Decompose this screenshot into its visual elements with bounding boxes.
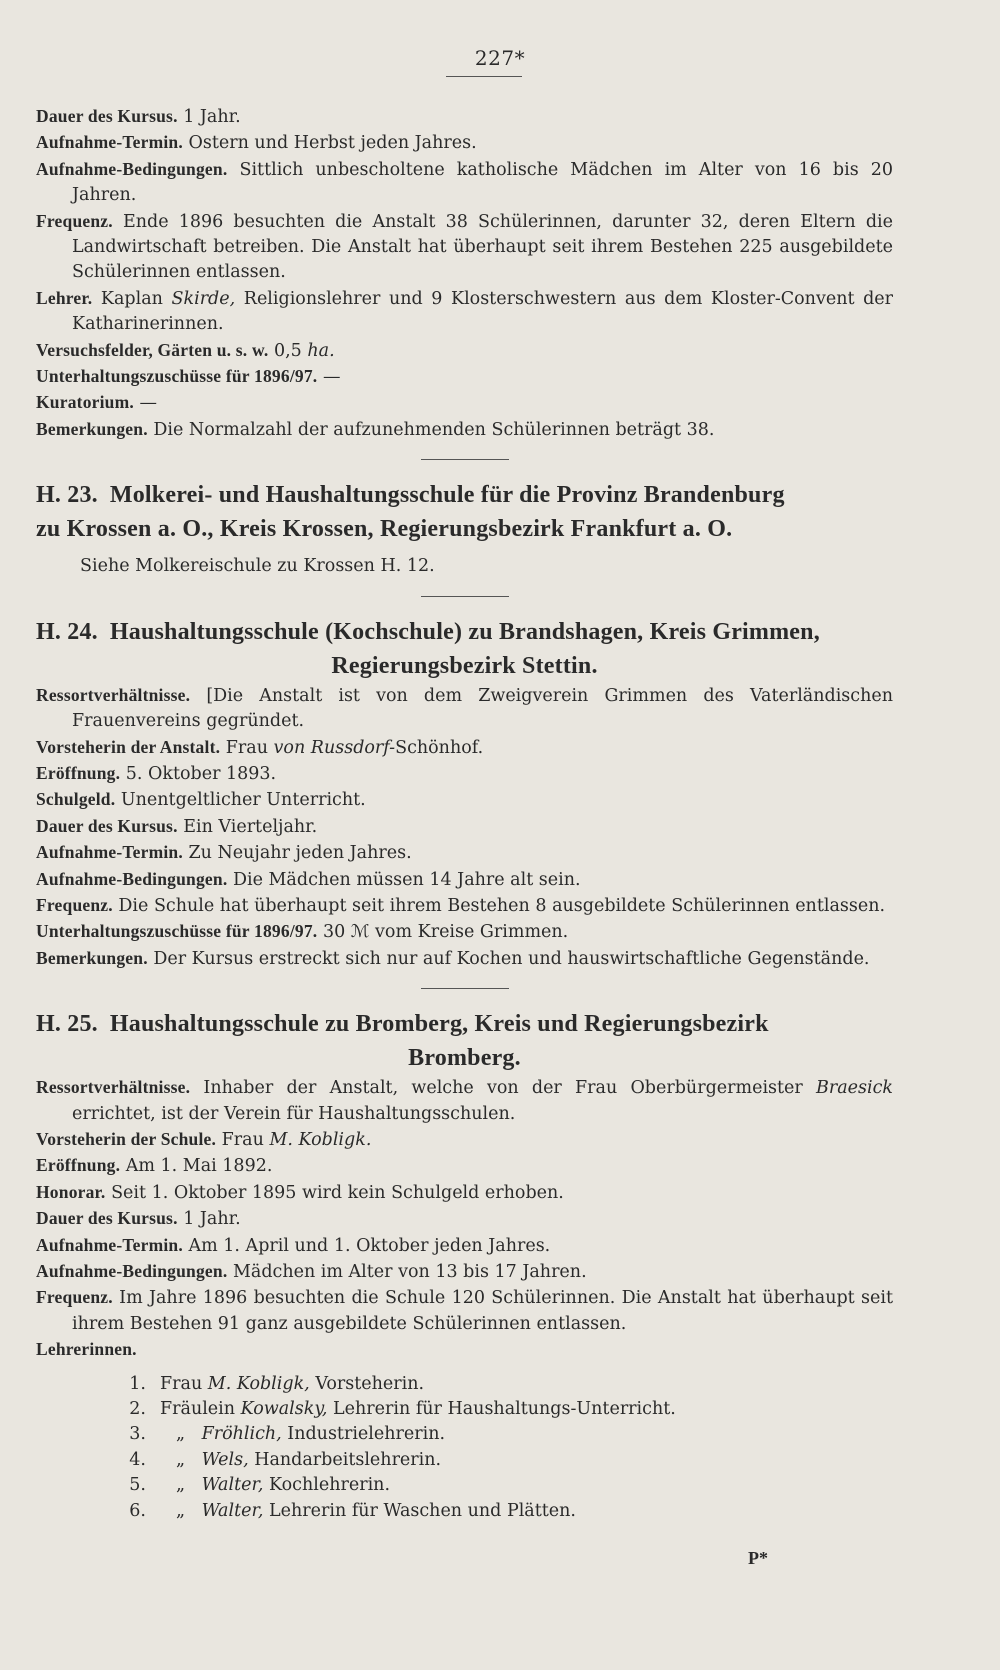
page-number: 227* [474,46,526,70]
h24-entry-dauer: Dauer des Kursus. Ein Vierteljahr. [36,815,318,837]
section-heading-h24-line2: Regierungsbezirk Stettin. [331,652,598,679]
h25-entry-ressort: Ressortverhältnisse. Inhaber der Anstalt, welche von der Frau Oberbürgermeister Braesick errichtet, ist der Verein für Haushaltungsschulen. [36,1077,893,1124]
h25-entry-aufnahme-bedingungen: Aufnahme-Bedingungen. Mädchen im Alter von 13 bis 17 Jahren. [36,1261,587,1282]
h24-entry-aufnahme-termin: Aufnahme-Termin. Zu Neujahr jeden Jahres. [36,842,412,864]
entry-dauer: Dauer des Kursus. 1 Jahr. [36,106,241,127]
entry-bemerkungen: Bemerkungen. Die Normalzahl der aufzunehmenden Schülerinnen beträgt 38. [36,418,715,440]
section-heading-h25: H. 25. Haushaltungsschule zu Bromberg, Kreis und Regierungsbezirk [36,1011,769,1038]
h24-entry-frequenz: Frequenz. Die Schule hat überhaupt seit ihrem Bestehen 8 ausgebildete Schülerinnen entlassen. [36,894,886,916]
h24-entry-ressort: Ressortverhältnisse. [Die Anstalt ist von dem Zweigverein Grimmen des Vaterländischen Frauenvereins gegründet. [36,684,893,732]
h24-entry-zuschuesse: Unterhaltungszuschüsse für 1896/97. 30 ℳ vom Kreise Grimmen. [36,921,569,943]
h25-entry-honorar: Honorar. Seit 1. Oktober 1895 wird kein Schulgeld erhoben. [36,1181,564,1203]
list-item: 1. Frau M. Kobligk, Vorsteherin. [129,1373,425,1394]
h25-entry-frequenz: Frequenz. Im Jahre 1896 besuchten die Schule 120 Schülerinnen. Die Anstalt hat überhaupt seit ihrem Bestehen 91 ganz ausgebildete Schülerinnen entlassen. [36,1287,893,1334]
entry-frequenz: Frequenz. Ende 1896 besuchten die Anstalt 38 Schülerinnen, darunter 32, deren Eltern die Landwirtschaft betreiben. Die Anstalt hat überhaupt seit ihrem Bestehen 225 ausgebildete Schülerinnen entlassen. [36,210,893,283]
entry-lehrer: Lehrer. Kaplan Skirde, Religionslehrer und 9 Klosterschwestern aus dem Kloster-Convent der Katharinerinnen. [36,287,893,335]
h24-entry-schulgeld: Schulgeld. Unentgeltlicher Unterricht. [36,789,366,811]
section-heading-h24: H. 24. Haushaltungsschule (Kochschule) zu Brandshagen, Kreis Grimmen, [36,618,820,645]
page-content [36,104,893,1524]
h25-entry-lehrerinnen: Lehrerinnen. [36,1339,137,1360]
section-divider [421,459,509,460]
list-item: 2. Fräulein Kowalsky, Lehrerin für Haushaltungs-Unterricht. [129,1399,676,1420]
page-number-rule [446,76,522,77]
h25-entry-vorsteherin: Vorsteherin der Schule. Frau M. Kobligk. [36,1128,372,1150]
cross-reference: Siehe Molkereischule zu Krossen H. 12. [80,556,435,577]
list-item: 3. „ Fröhlich, Industrielehrerin. [129,1424,446,1445]
sheet-signature: P* [748,1548,768,1568]
section-heading-h25-line2: Bromberg. [408,1045,521,1072]
section-divider [421,988,509,989]
teacher-list [116,1372,893,1524]
section-heading-h23: H. 23. Molkerei- und Haushaltungsschule für die Provinz Brandenburg [36,482,785,509]
section-heading-h23-line2: zu Krossen a. O., Kreis Krossen, Regierungsbezirk Frankfurt a. O. [36,516,733,543]
entry-aufnahme-termin: Aufnahme-Termin. Ostern und Herbst jeden Jahres. [36,132,477,154]
h25-entry-aufnahme-termin: Aufnahme-Termin. Am 1. April und 1. Oktober jeden Jahres. [36,1234,551,1256]
h25-entry-dauer: Dauer des Kursus. 1 Jahr. [36,1208,241,1230]
h25-entry-eroeffnung: Eröffnung. Am 1. Mai 1892. [36,1155,273,1177]
list-item: 5. „ Walter, Kochlehrerin. [129,1475,391,1496]
entry-kuratorium: Kuratorium. — [36,392,158,414]
h24-entry-aufnahme-bedingungen: Aufnahme-Bedingungen. Die Mädchen müssen 14 Jahre alt sein. [36,868,581,890]
h24-entry-bemerkungen: Bemerkungen. Der Kursus erstreckt sich nur auf Kochen und hauswirtschaftliche Gegenstände. [36,947,870,969]
h24-entry-eroeffnung: Eröffnung. 5. Oktober 1893. [36,762,277,784]
entry-aufnahme-bedingungen: Aufnahme-Bedingungen. Sittlich unbescholtene katholische Mädchen im Alter von 16 bis 20 Jahren. [36,158,893,206]
list-item: 6. „ Walter, Lehrerin für Waschen und Plätten. [129,1500,576,1521]
list-item: 4. „ Wels, Handarbeitslehrerin. [129,1449,442,1470]
entry-zuschuesse: Unterhaltungszuschüsse für 1896/97. — [36,366,341,388]
h24-entry-vorsteherin: Vorsteherin der Anstalt. Frau von Russdorf-Schönhof. [36,736,484,758]
entry-versuchsfelder: Versuchsfelder, Gärten u. s. w. 0,5 ha. [36,339,335,361]
section-divider [421,596,509,597]
